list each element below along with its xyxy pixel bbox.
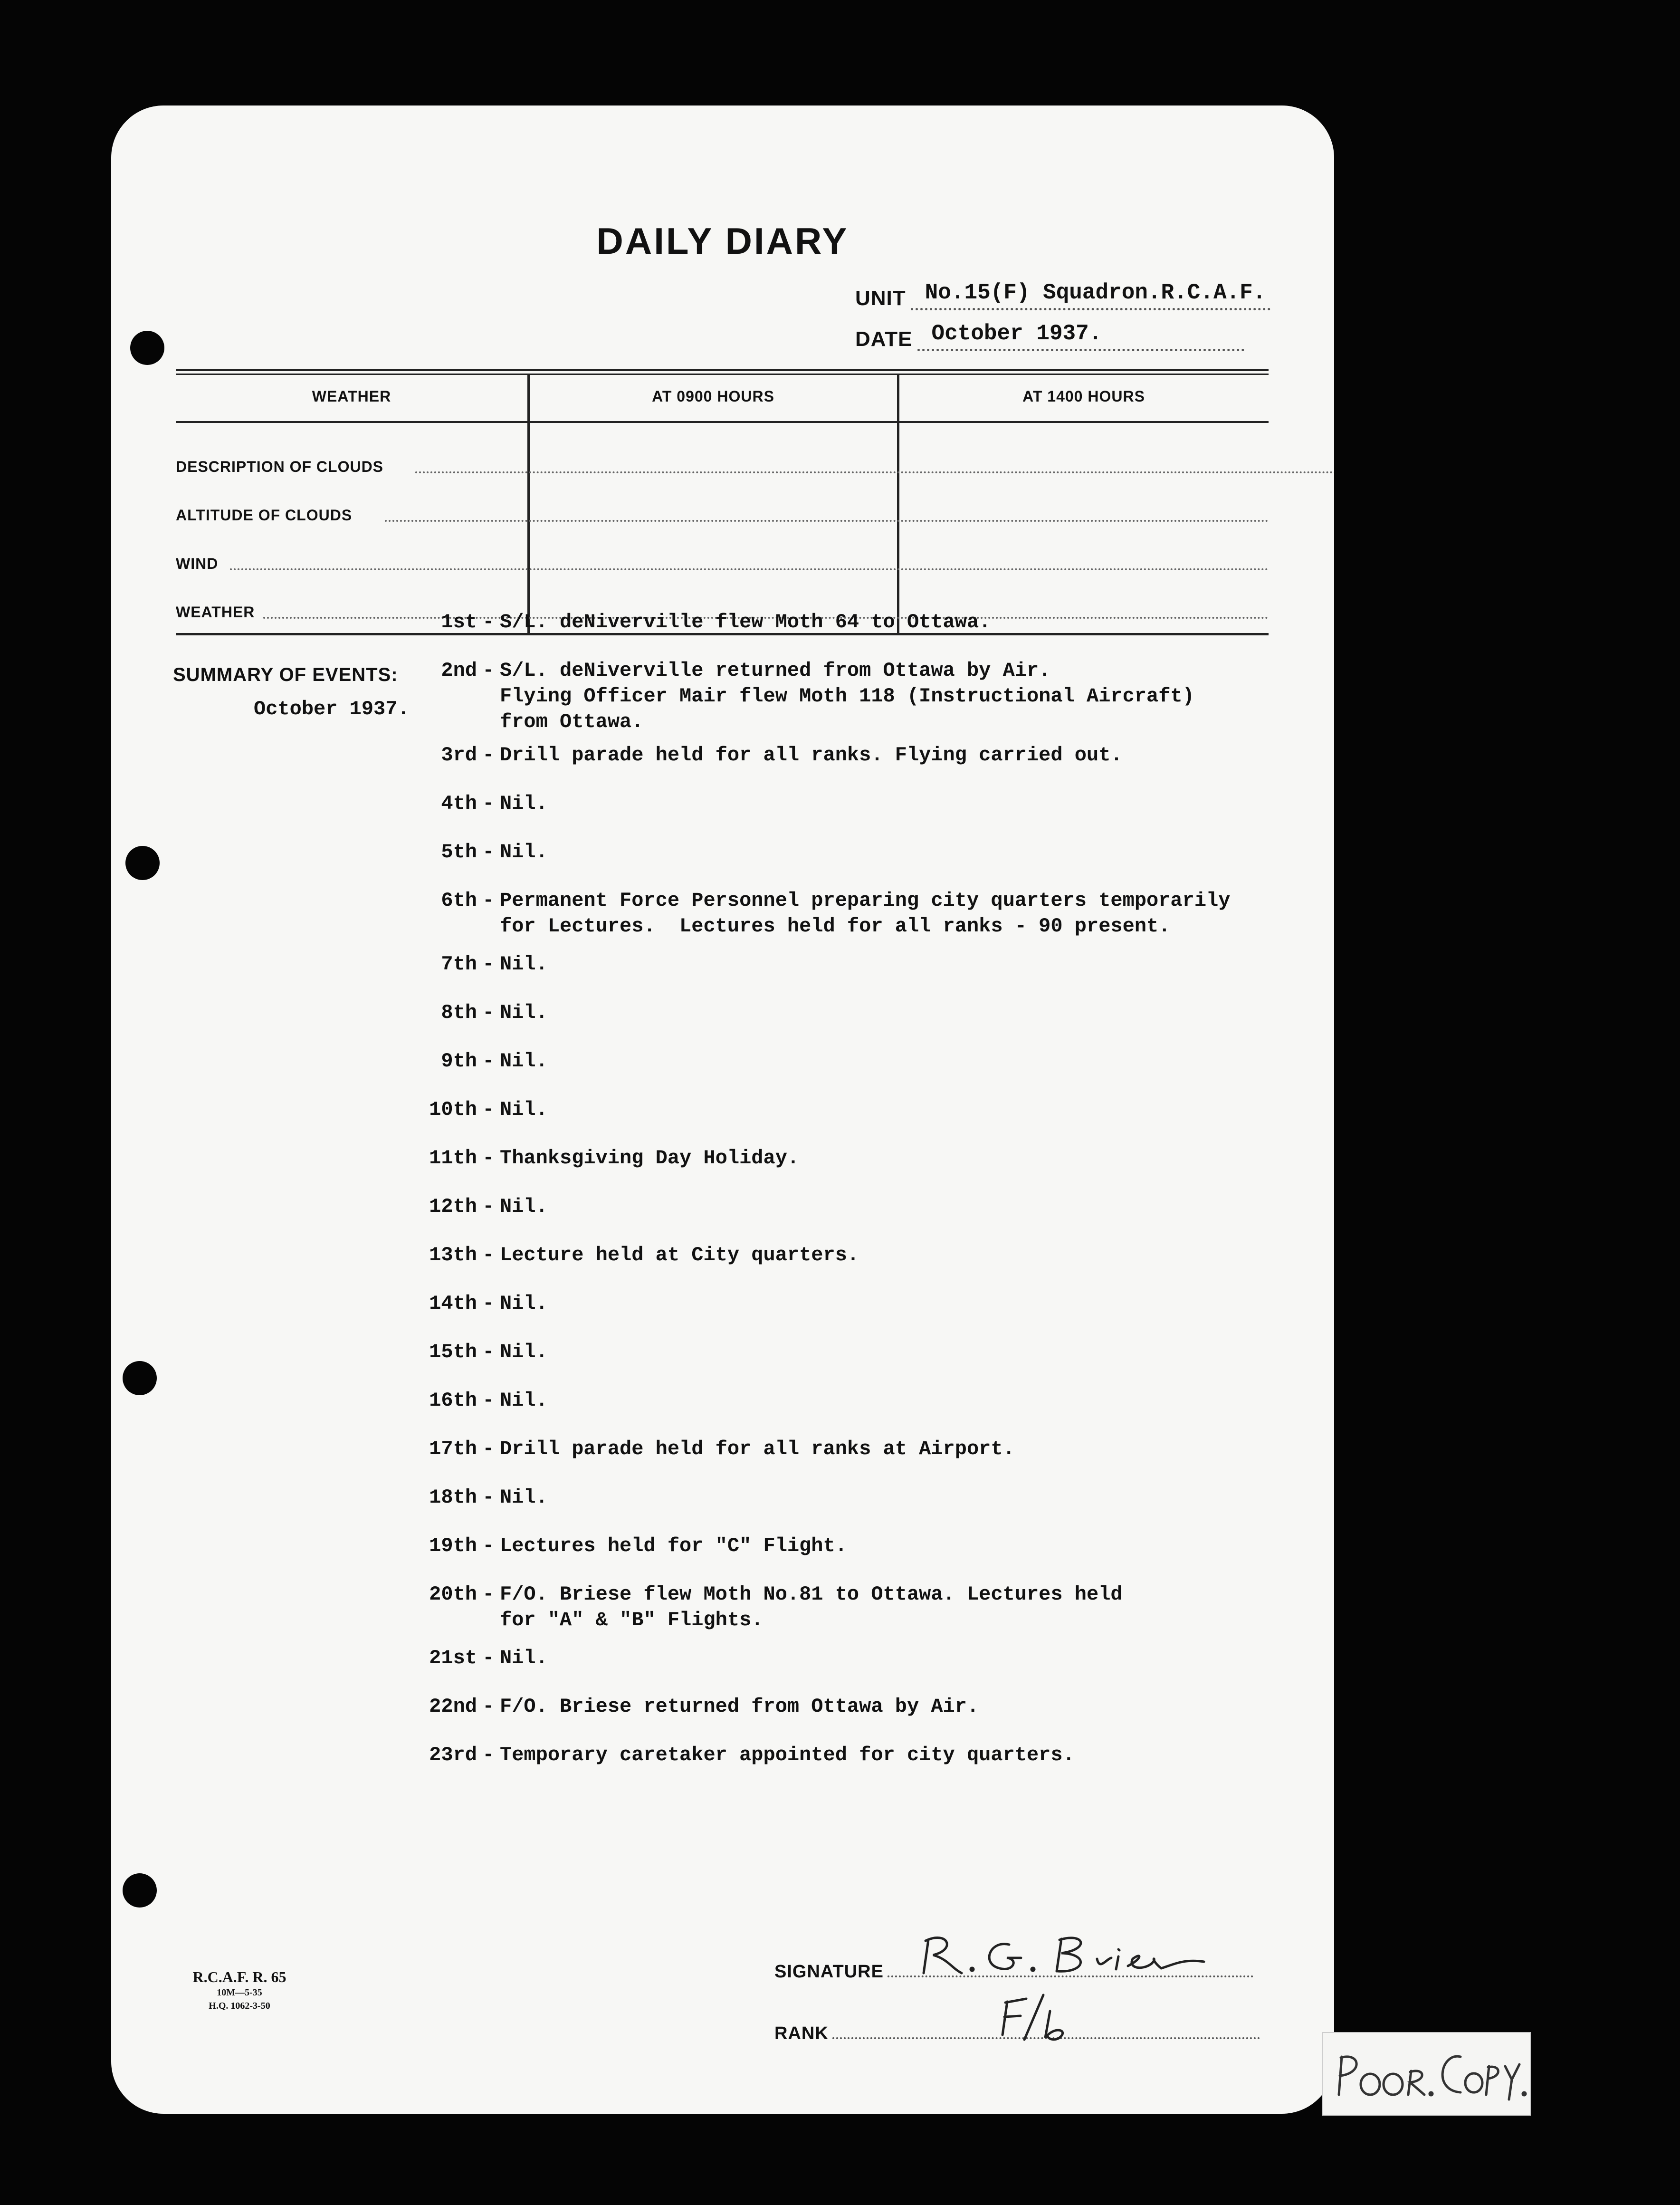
entry-dash: - xyxy=(482,1244,495,1266)
signature-handwriting xyxy=(919,1930,1223,1983)
entry-text: Nil. xyxy=(500,1001,548,1024)
diary-entry-line xyxy=(406,1645,1332,1671)
entry-day: 16th xyxy=(429,1389,477,1412)
col-0900-header: AT 0900 HOURS xyxy=(652,388,774,405)
diary-entry xyxy=(406,888,1332,939)
unit-field xyxy=(855,280,1270,310)
entry-day: 6th xyxy=(441,889,477,912)
entry-dash: - xyxy=(482,1744,495,1766)
entry-day: 14th xyxy=(429,1292,477,1315)
date-label: DATE xyxy=(855,327,913,351)
unit-value: No.15(F) Squadron.R.C.A.F. xyxy=(911,280,1271,310)
diary-entry-line xyxy=(406,1582,1332,1607)
table-header-rule xyxy=(176,421,1269,423)
entry-dash: - xyxy=(482,1389,495,1412)
entry-dash: - xyxy=(482,1292,495,1315)
rank-handwriting xyxy=(998,1992,1074,2044)
entry-day: 18th xyxy=(429,1486,477,1509)
diary-entry-line xyxy=(406,1048,1332,1074)
entry-dash: - xyxy=(482,659,495,682)
entry-text: Nil. xyxy=(500,1389,548,1412)
entry-day: 11th xyxy=(429,1147,477,1170)
entry-text: Nil. xyxy=(500,1292,548,1315)
diary-entry-line xyxy=(406,913,1332,939)
row-dots xyxy=(385,520,1269,522)
entry-dash: - xyxy=(482,1098,495,1121)
entry-text: Nil. xyxy=(500,792,548,815)
entry-dash: - xyxy=(482,889,495,912)
poor-copy-handwriting xyxy=(1323,2033,1530,2115)
date-value: October 1937. xyxy=(917,321,1245,351)
form-print-code: 10M—5-35 xyxy=(217,1987,262,1998)
summary-heading: SUMMARY OF EVENTS: xyxy=(173,664,398,685)
entry-text: Lectures held for "C" Flight. xyxy=(500,1534,847,1557)
entry-text: from Ottawa. xyxy=(500,710,644,733)
diary-entry-line xyxy=(406,1145,1332,1171)
entry-text: Nil. xyxy=(500,841,548,863)
entry-text: Drill parade held for all ranks. Flying carried out. xyxy=(500,744,1123,767)
diary-entry xyxy=(406,1242,1332,1268)
diary-entry xyxy=(406,1582,1332,1633)
row-dots xyxy=(230,568,1269,570)
col-weather-header: WEATHER xyxy=(312,388,391,405)
entry-day: 17th xyxy=(429,1438,477,1460)
entry-dash: - xyxy=(482,744,495,767)
unit-label: UNIT xyxy=(855,287,906,310)
diary-entry-line xyxy=(406,1388,1332,1413)
entry-dash: - xyxy=(482,1486,495,1509)
entry-dash: - xyxy=(482,1647,495,1669)
entry-dash: - xyxy=(482,792,495,815)
diary-entry xyxy=(406,791,1332,816)
entry-day: 12th xyxy=(429,1195,477,1218)
entry-text: Nil. xyxy=(500,1647,548,1669)
diary-entry-line xyxy=(406,1242,1332,1268)
diary-entry-line xyxy=(406,1485,1332,1510)
entry-dash: - xyxy=(482,1695,495,1718)
diary-entry-line xyxy=(406,1436,1332,1462)
diary-entry xyxy=(406,1645,1332,1671)
entry-text: Temporary caretaker appointed for city quarters. xyxy=(500,1744,1075,1766)
diary-entry-line xyxy=(406,683,1332,709)
entry-text: F/O. Briese flew Moth No.81 to Ottawa. Lectures held xyxy=(500,1583,1123,1606)
diary-entry-line xyxy=(406,1194,1332,1219)
diary-entry xyxy=(406,1145,1332,1171)
entry-dash: - xyxy=(482,1534,495,1557)
diary-entry xyxy=(406,1436,1332,1462)
entry-day: 2nd xyxy=(441,659,477,682)
entry-day: 4th xyxy=(441,792,477,815)
entry-text: for Lectures. Lectures held for all ranks - 90 present. xyxy=(500,915,1171,938)
diary-entry-line xyxy=(406,658,1332,683)
entry-day: 20th xyxy=(429,1583,477,1606)
entry-dash: - xyxy=(482,953,495,976)
diary-entry xyxy=(406,1388,1332,1413)
diary-entry-line xyxy=(406,1291,1332,1316)
table-top-rule-2 xyxy=(176,374,1269,375)
entry-day: 21st xyxy=(429,1647,477,1669)
punch-hole xyxy=(123,1873,157,1908)
diary-entry xyxy=(406,1000,1332,1026)
row-label-altitude-of-clouds: ALTITUDE OF CLOUDS xyxy=(176,507,353,524)
entry-day: 8th xyxy=(441,1001,477,1024)
entry-text: Nil. xyxy=(500,1341,548,1363)
form-identifier xyxy=(168,1968,311,2013)
entry-text: Nil. xyxy=(500,1098,548,1121)
form-number: R.C.A.F. R. 65 xyxy=(192,1968,286,1985)
diary-entry-line xyxy=(406,888,1332,913)
entry-dash: - xyxy=(482,1050,495,1073)
row-label-wind: WIND xyxy=(176,555,219,572)
signature-label: SIGNATURE xyxy=(774,1962,884,1982)
entry-dash: - xyxy=(482,1195,495,1218)
entry-day: 1st xyxy=(441,611,477,633)
row-dots xyxy=(415,471,1334,473)
entry-text: Thanksgiving Day Holiday. xyxy=(500,1147,800,1170)
rank-label: RANK xyxy=(774,2023,829,2043)
diary-entry-line xyxy=(406,709,1332,735)
table-divider xyxy=(527,374,530,634)
diary-entry xyxy=(406,1694,1332,1719)
entry-dash: - xyxy=(482,1583,495,1606)
entry-text: Nil. xyxy=(500,1195,548,1218)
form-hq-code: H.Q. 1062-3-50 xyxy=(209,2001,270,2011)
entry-text: Nil. xyxy=(500,1486,548,1509)
entry-dash: - xyxy=(482,1341,495,1363)
diary-entry-line xyxy=(406,1339,1332,1365)
date-field xyxy=(855,321,1244,351)
entry-dash: - xyxy=(482,1438,495,1460)
entry-dash: - xyxy=(482,1147,495,1170)
diary-entry-line xyxy=(406,839,1332,865)
diary-entry xyxy=(406,839,1332,865)
diary-entry xyxy=(406,1533,1332,1559)
diary-entry xyxy=(406,1339,1332,1365)
entry-day: 22nd xyxy=(429,1695,477,1718)
diary-entry-line xyxy=(406,742,1332,768)
entry-day: 3rd xyxy=(441,744,477,767)
entry-day: 19th xyxy=(429,1534,477,1557)
diary-page xyxy=(111,105,1334,2114)
diary-entry-line xyxy=(406,1607,1332,1633)
diary-entry-line xyxy=(406,1000,1332,1026)
diary-entry-line xyxy=(406,951,1332,977)
diary-entry xyxy=(406,1048,1332,1074)
entry-text: Drill parade held for all ranks at Airport. xyxy=(500,1438,1015,1460)
diary-entry xyxy=(406,951,1332,977)
entry-text: Lecture held at City quarters. xyxy=(500,1244,859,1266)
entry-day: 23rd xyxy=(429,1744,477,1766)
diary-entry xyxy=(406,742,1332,768)
diary-entry-line xyxy=(406,1742,1332,1768)
table-divider xyxy=(897,374,899,634)
diary-entry xyxy=(406,1194,1332,1219)
diary-entry xyxy=(406,1485,1332,1510)
punch-hole xyxy=(125,846,160,880)
poor-copy-stamp xyxy=(1322,2032,1531,2116)
entry-day: 10th xyxy=(429,1098,477,1121)
row-label-description-of-clouds: DESCRIPTION OF CLOUDS xyxy=(176,458,384,475)
entry-day: 13th xyxy=(429,1244,477,1266)
entry-day: 7th xyxy=(441,953,477,976)
diary-entry xyxy=(406,1291,1332,1316)
diary-entry-line xyxy=(406,791,1332,816)
entry-text: S/L. deNiverville returned from Ottawa by Air. xyxy=(500,659,1051,682)
diary-entry xyxy=(406,658,1332,735)
row-label-weather: WEATHER xyxy=(176,604,255,621)
page-title: DAILY DIARY xyxy=(596,220,849,262)
entry-dash: - xyxy=(482,611,495,633)
entry-dash: - xyxy=(482,841,495,863)
diary-entry-line xyxy=(406,1097,1332,1122)
diary-entry-line xyxy=(406,609,1332,635)
entry-text: Nil. xyxy=(500,953,548,976)
punch-hole xyxy=(123,1361,157,1395)
diary-entry xyxy=(406,609,1332,635)
table-top-rule xyxy=(176,369,1269,371)
entry-text: S/L. deNiverville flew Moth 64 to Ottawa. xyxy=(500,611,991,633)
punch-hole xyxy=(130,331,164,365)
entry-dash: - xyxy=(482,1001,495,1024)
diary-entry xyxy=(406,1742,1332,1768)
col-1400-header: AT 1400 HOURS xyxy=(1022,388,1145,405)
summary-month: October 1937. xyxy=(254,698,410,720)
entry-text: Flying Officer Mair flew Moth 118 (Instructional Aircraft) xyxy=(500,685,1194,708)
diary-entry xyxy=(406,1097,1332,1122)
diary-entry-line xyxy=(406,1694,1332,1719)
entry-day: 9th xyxy=(441,1050,477,1073)
entry-day: 15th xyxy=(429,1341,477,1363)
entry-text: Permanent Force Personnel preparing city quarters temporarily xyxy=(500,889,1231,912)
entry-day: 5th xyxy=(441,841,477,863)
entry-text: Nil. xyxy=(500,1050,548,1073)
entry-text: for "A" & "B" Flights. xyxy=(500,1609,764,1631)
entry-text: F/O. Briese returned from Ottawa by Air. xyxy=(500,1695,979,1718)
diary-entry-line xyxy=(406,1533,1332,1559)
